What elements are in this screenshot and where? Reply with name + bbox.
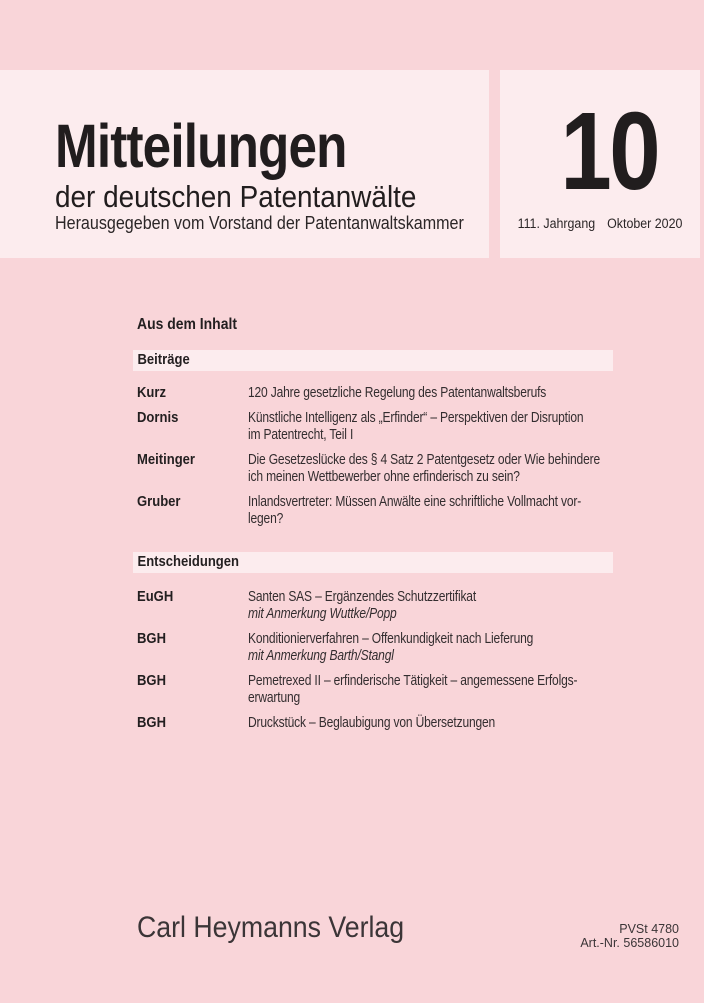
- toc-row: [137, 410, 677, 444]
- toc-row-label: EuGH: [137, 589, 174, 605]
- article-number: Art.-Nr. 56586010: [580, 935, 679, 950]
- section-bar-beitraege: [133, 350, 613, 371]
- toc-rows-entscheidungen: [137, 589, 677, 732]
- toc-row-label: Dornis: [137, 410, 179, 426]
- toc-row: [137, 589, 677, 623]
- issue-meta: [508, 217, 692, 232]
- toc-row-line: Konditionierverfahren – Offenkundigkeit nach Lieferung: [248, 631, 534, 647]
- toc-row: [137, 715, 677, 732]
- toc-row-line: Druckstück – Beglaubigung von Übersetzungen: [248, 715, 496, 731]
- toc-row-line: Santen SAS – Ergänzendes Schutzzertifikat: [248, 589, 477, 605]
- toc-row: [137, 631, 677, 665]
- toc-row-label: BGH: [137, 631, 167, 647]
- toc-row-line: Die Gesetzeslücke des § 4 Satz 2 Patentgesetz oder Wie behindere: [248, 452, 600, 468]
- toc-row-line: mit Anmerkung Wuttke/Popp: [248, 606, 397, 622]
- toc-row: [137, 452, 677, 486]
- toc-row-line: Inlandsvertreter: Müssen Anwälte eine schriftliche Vollmacht vor-: [248, 494, 582, 510]
- issue-number: 10: [560, 90, 659, 213]
- issue-volume: 111. Jahrgang: [517, 216, 596, 231]
- toc-row-text: [248, 589, 677, 623]
- toc-row-label: Meitinger: [137, 452, 196, 468]
- section-title: Beiträge: [137, 352, 190, 368]
- toc-row-text: [248, 673, 677, 707]
- toc-row-text: [248, 631, 677, 665]
- journal-title: Mitteilungen: [55, 112, 347, 180]
- toc-row-text: [248, 715, 677, 732]
- toc-row-text: [248, 494, 677, 528]
- toc-row: [137, 673, 677, 707]
- toc-row-text: [248, 452, 677, 486]
- toc-row: [137, 494, 677, 528]
- toc-row-line: ich meinen Wettbewerber ohne erfinderisch zu sein?: [248, 469, 520, 485]
- toc-row-line: Künstliche Intelligenz als „Erfinder“ – Perspektiven der Disruption: [248, 410, 584, 426]
- toc-row-label: BGH: [137, 673, 167, 689]
- toc-row-line: legen?: [248, 511, 284, 527]
- issue-month: Oktober 2020: [607, 216, 683, 231]
- toc-row-line: mit Anmerkung Barth/Stangl: [248, 648, 394, 664]
- toc-row: [137, 385, 677, 402]
- toc-row-line: erwartung: [248, 690, 301, 706]
- issue-codes: [580, 923, 679, 950]
- toc-row-label: Gruber: [137, 494, 181, 510]
- section-bar-entscheidungen: [133, 552, 613, 573]
- toc-row-line: Pemetrexed II – erfinderische Tätigkeit – angemessene Erfolgs-: [248, 673, 578, 689]
- section-title: Entscheidungen: [137, 554, 240, 570]
- toc-row-label: BGH: [137, 715, 167, 731]
- toc-row-line: im Patentrecht, Teil I: [248, 427, 354, 443]
- masthead-panel: [0, 70, 489, 258]
- toc-rows-beitraege: [137, 385, 677, 528]
- toc-row-text: [248, 385, 677, 402]
- publisher-name: Carl Heymanns Verlag: [137, 911, 405, 944]
- issue-panel: [500, 70, 700, 258]
- journal-publisher-line: Herausgegeben vom Vorstand der Patentanwaltskammer: [55, 212, 464, 233]
- toc-row-text: [248, 410, 677, 444]
- toc-row-label: Kurz: [137, 385, 167, 401]
- postal-code: PVSt 4780: [619, 922, 679, 936]
- journal-subtitle: der deutschen Patentanwälte: [55, 179, 417, 214]
- toc-heading: Aus dem Inhalt: [137, 316, 237, 333]
- toc-row-line: 120 Jahre gesetzliche Regelung des Patentanwaltsberufs: [248, 385, 547, 401]
